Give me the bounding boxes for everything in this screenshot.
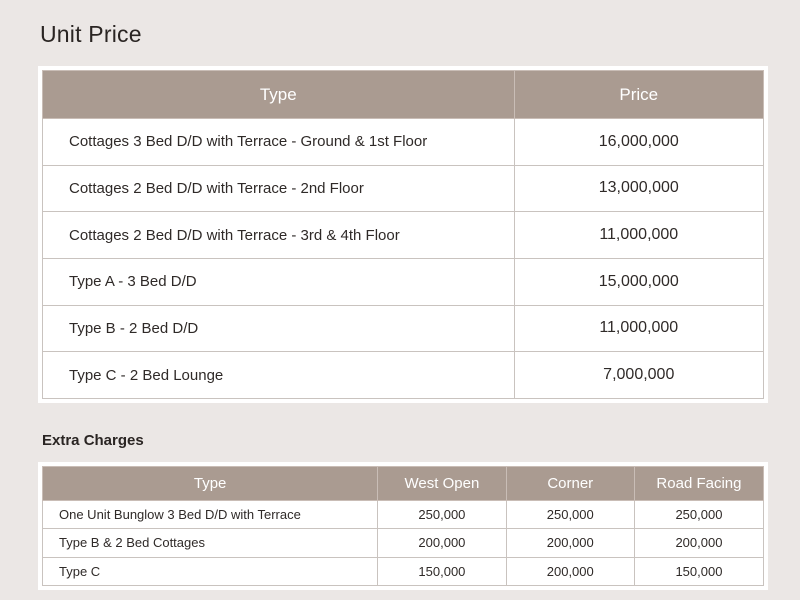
unit-price-cell: 13,000,000 [514, 165, 763, 212]
column-header-corner: Corner [506, 467, 634, 501]
table-row [43, 501, 764, 529]
west-open-cell: 150,000 [378, 557, 506, 585]
table-row [43, 258, 764, 305]
table-row [43, 529, 764, 557]
table-row [43, 165, 764, 212]
west-open-cell: 250,000 [378, 501, 506, 529]
page-title: Unit Price [40, 21, 142, 47]
unit-price-header-row [43, 71, 764, 119]
unit-type-cell: Cottages 3 Bed D/D with Terrace - Ground & 1st Floor [43, 119, 515, 166]
unit-price-table [42, 70, 764, 399]
charge-type-cell: Type C [43, 557, 378, 585]
road-facing-cell: 250,000 [634, 501, 763, 529]
road-facing-cell: 150,000 [634, 557, 763, 585]
unit-price-cell: 15,000,000 [514, 258, 763, 305]
extra-charges-card [38, 462, 768, 590]
corner-cell: 250,000 [506, 501, 634, 529]
table-row [43, 352, 764, 399]
column-header-type: Type [43, 467, 378, 501]
road-facing-cell: 200,000 [634, 529, 763, 557]
charge-type-cell: Type B & 2 Bed Cottages [43, 529, 378, 557]
unit-type-cell: Cottages 2 Bed D/D with Terrace - 2nd Floor [43, 165, 515, 212]
corner-cell: 200,000 [506, 557, 634, 585]
column-header-type: Type [43, 71, 515, 119]
column-header-road-facing: Road Facing [634, 467, 763, 501]
unit-price-cell: 7,000,000 [514, 352, 763, 399]
unit-type-cell: Cottages 2 Bed D/D with Terrace - 3rd & 4th Floor [43, 212, 515, 259]
charge-type-cell: One Unit Bunglow 3 Bed D/D with Terrace [43, 501, 378, 529]
unit-price-cell: 16,000,000 [514, 119, 763, 166]
table-row [43, 305, 764, 352]
corner-cell: 200,000 [506, 529, 634, 557]
unit-price-cell: 11,000,000 [514, 305, 763, 352]
extra-charges-title: Extra Charges [42, 432, 144, 449]
west-open-cell: 200,000 [378, 529, 506, 557]
table-row [43, 212, 764, 259]
unit-price-card [38, 66, 768, 403]
unit-type-cell: Type B - 2 Bed D/D [43, 305, 515, 352]
extra-charges-table [42, 466, 764, 586]
column-header-price: Price [514, 71, 763, 119]
table-row [43, 119, 764, 166]
unit-price-cell: 11,000,000 [514, 212, 763, 259]
column-header-west-open: West Open [378, 467, 506, 501]
unit-type-cell: Type C - 2 Bed Lounge [43, 352, 515, 399]
table-row [43, 557, 764, 585]
extra-charges-header-row [43, 467, 764, 501]
unit-type-cell: Type A - 3 Bed D/D [43, 258, 515, 305]
